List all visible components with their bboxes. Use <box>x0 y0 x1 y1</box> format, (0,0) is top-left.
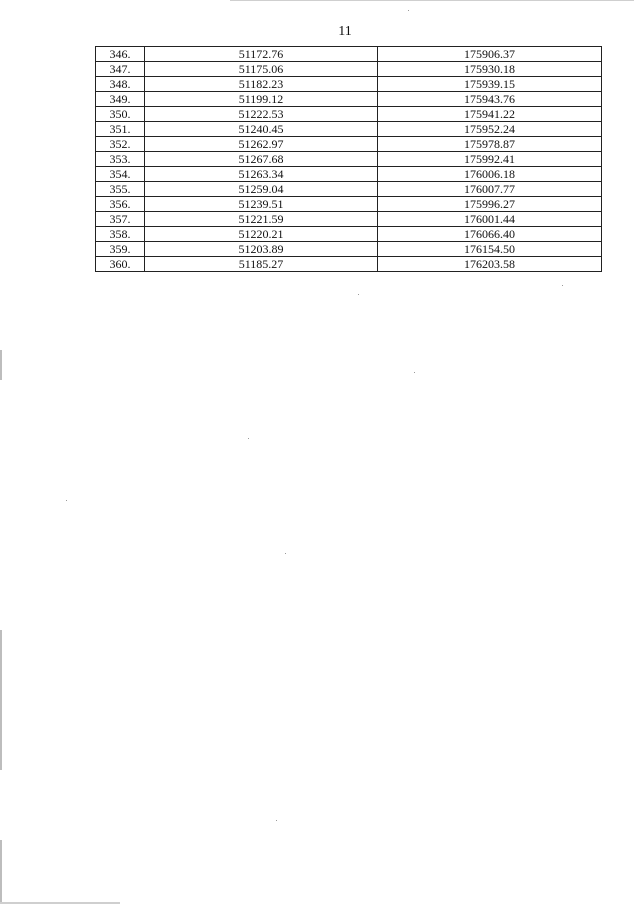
table-row <box>96 77 602 92</box>
table-row <box>96 152 602 167</box>
scan-speck <box>562 285 563 286</box>
table-row <box>96 137 602 152</box>
x-coordinate-cell: 51221.59 <box>145 212 378 227</box>
x-coordinate-cell: 51175.06 <box>145 62 378 77</box>
point-number-cell: 355. <box>96 182 145 197</box>
scan-speck <box>248 438 249 439</box>
y-coordinate-cell: 175992.41 <box>378 152 602 167</box>
scan-left-edge-mark <box>0 350 2 380</box>
y-coordinate-cell: 175978.87 <box>378 137 602 152</box>
x-coordinate-cell: 51220.21 <box>145 227 378 242</box>
point-number-cell: 350. <box>96 107 145 122</box>
point-number-cell: 348. <box>96 77 145 92</box>
table-row <box>96 197 602 212</box>
y-coordinate-cell: 175939.15 <box>378 77 602 92</box>
y-coordinate-cell: 175943.76 <box>378 92 602 107</box>
y-coordinate-cell: 176203.58 <box>378 257 602 272</box>
table-row <box>96 92 602 107</box>
table-row <box>96 257 602 272</box>
page-number: 11 <box>338 24 352 39</box>
scan-speck <box>66 500 67 501</box>
x-coordinate-cell: 51267.68 <box>145 152 378 167</box>
point-number-cell: 356. <box>96 197 145 212</box>
table-row <box>96 122 602 137</box>
x-coordinate-cell: 51222.53 <box>145 107 378 122</box>
point-number-cell: 352. <box>96 137 145 152</box>
x-coordinate-cell: 51185.27 <box>145 257 378 272</box>
x-coordinate-cell: 51262.97 <box>145 137 378 152</box>
scan-speck <box>358 294 359 295</box>
scan-speck <box>285 553 286 554</box>
y-coordinate-cell: 175941.22 <box>378 107 602 122</box>
coordinates-table <box>95 46 602 272</box>
y-coordinate-cell: 176066.40 <box>378 227 602 242</box>
x-coordinate-cell: 51172.76 <box>145 47 378 62</box>
table-row <box>96 242 602 257</box>
table-row <box>96 182 602 197</box>
table-row <box>96 227 602 242</box>
y-coordinate-cell: 175996.27 <box>378 197 602 212</box>
scan-left-edge-mark <box>0 630 2 770</box>
x-coordinate-cell: 51199.12 <box>145 92 378 107</box>
table-row <box>96 62 602 77</box>
point-number-cell: 353. <box>96 152 145 167</box>
scan-speck <box>414 372 415 373</box>
scan-left-edge-mark <box>0 840 2 904</box>
point-number-cell: 347. <box>96 62 145 77</box>
scan-speck <box>408 10 409 11</box>
point-number-cell: 346. <box>96 47 145 62</box>
x-coordinate-cell: 51263.34 <box>145 167 378 182</box>
x-coordinate-cell: 51259.04 <box>145 182 378 197</box>
table-row <box>96 107 602 122</box>
y-coordinate-cell: 176006.18 <box>378 167 602 182</box>
y-coordinate-cell: 176154.50 <box>378 242 602 257</box>
x-coordinate-cell: 51182.23 <box>145 77 378 92</box>
y-coordinate-cell: 176001.44 <box>378 212 602 227</box>
point-number-cell: 351. <box>96 122 145 137</box>
point-number-cell: 354. <box>96 167 145 182</box>
y-coordinate-cell: 176007.77 <box>378 182 602 197</box>
y-coordinate-cell: 175930.18 <box>378 62 602 77</box>
table-row <box>96 47 602 62</box>
point-number-cell: 360. <box>96 257 145 272</box>
y-coordinate-cell: 175906.37 <box>378 47 602 62</box>
point-number-cell: 357. <box>96 212 145 227</box>
scan-top-edge <box>230 0 634 1</box>
x-coordinate-cell: 51239.51 <box>145 197 378 212</box>
table-row <box>96 212 602 227</box>
x-coordinate-cell: 51240.45 <box>145 122 378 137</box>
point-number-cell: 359. <box>96 242 145 257</box>
x-coordinate-cell: 51203.89 <box>145 242 378 257</box>
point-number-cell: 358. <box>96 227 145 242</box>
y-coordinate-cell: 175952.24 <box>378 122 602 137</box>
point-number-cell: 349. <box>96 92 145 107</box>
scan-speck <box>276 820 277 821</box>
table-row <box>96 167 602 182</box>
